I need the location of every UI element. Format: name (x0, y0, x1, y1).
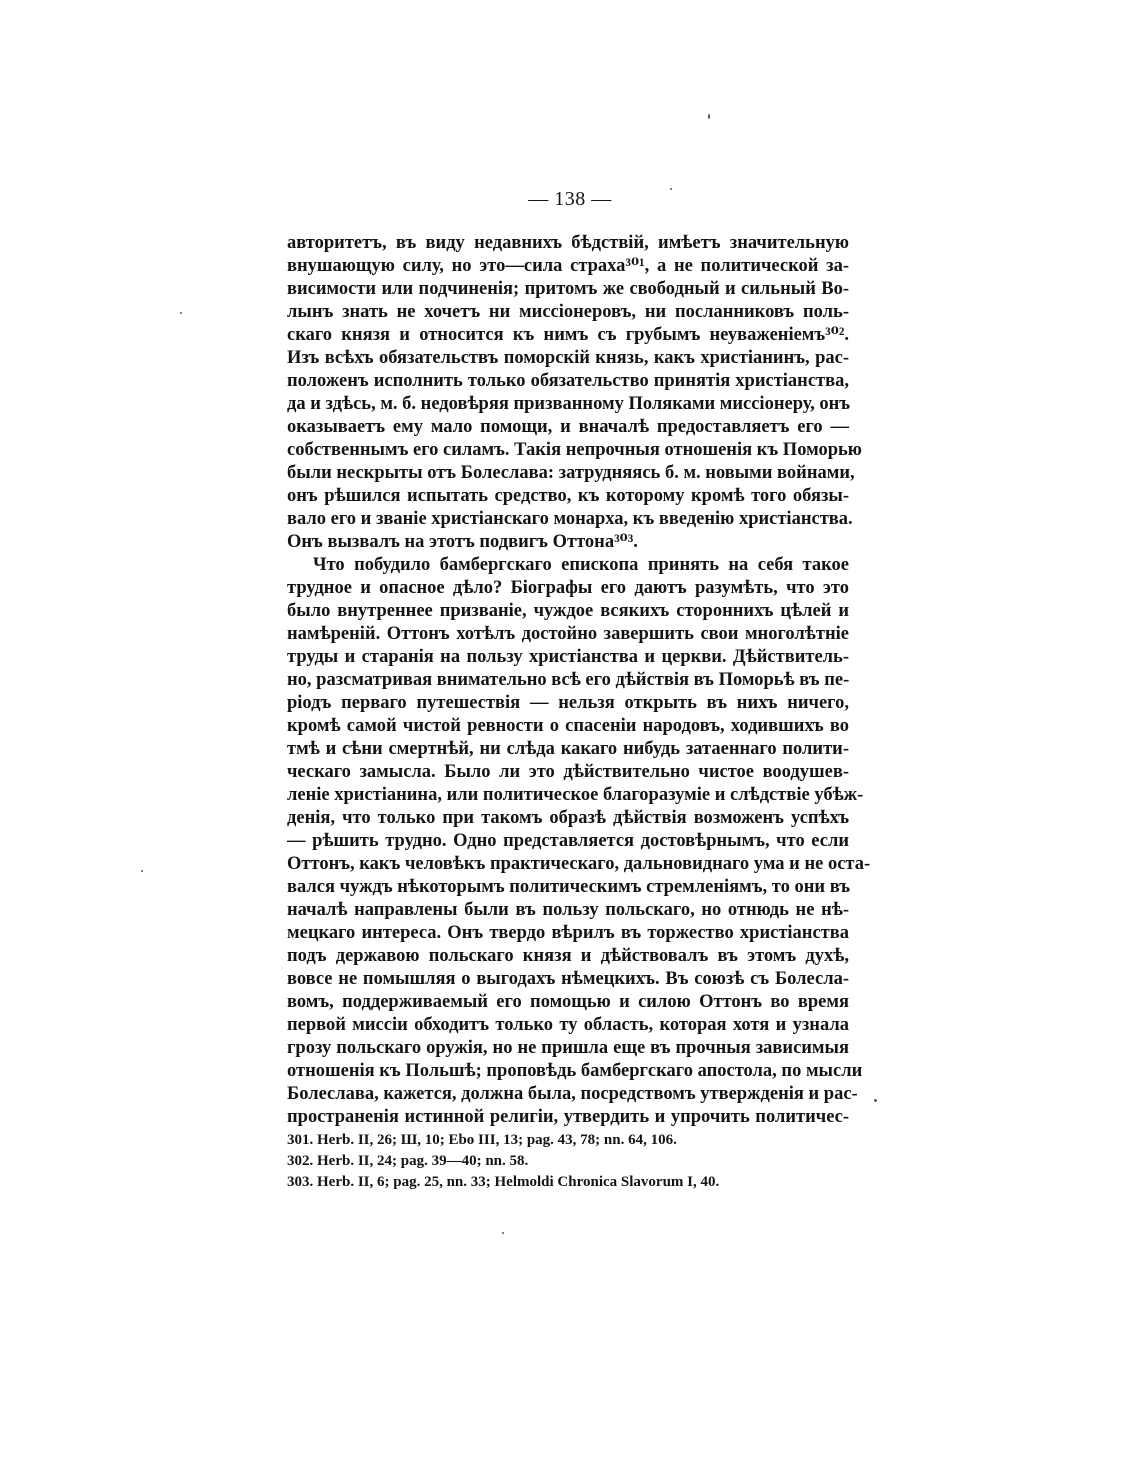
footnote: 301. Herb. II, 26; Ш, 10; Ebo III, 13; pag. 43, 78; nn. 64, 106. (287, 1132, 677, 1148)
text-line: — рѣшить трудно. Одно представляется достовѣрнымъ, что если (287, 831, 849, 851)
text-line: грозу польскаго оружія, но не пришла еще въ прочныя зависимыя (287, 1038, 849, 1058)
text-line: положенъ исполнить только обязательство принятія христіанства, (287, 371, 849, 391)
footnote: 303. Herb. II, 6; pag. 25, nn. 33; Helmoldi Chronica Slavorum I, 40. (287, 1174, 720, 1190)
text-line: трудное и опасное дѣло? Біографы его даютъ разумѣть, что это (287, 578, 849, 598)
scan-speck (708, 114, 710, 119)
text-line: первой миссіи обходитъ только ту область, которая хотя и узнала (287, 1015, 849, 1035)
text-line: Изъ всѣхъ обязательствъ поморскій князь, какъ христіанинъ, рас- (287, 348, 849, 368)
text-line: пространенія истинной религіи, утвердить и упрочить политичес- (287, 1107, 849, 1127)
text-line: Что побудило бамбергскаго епископа принять на себя такое (313, 555, 849, 575)
footnotes (287, 1130, 849, 1193)
text-line: висимости или подчиненія; притомъ же свободный и сильный Во- (287, 279, 849, 299)
text-line: началѣ направлены были въ пользу польскаго, но отнюдь не нѣ- (287, 900, 849, 920)
text-line: леніе христіанина, или политическое благоразуміе и слѣдствіе убѣж- (287, 785, 864, 805)
page-number: — 138 — (528, 188, 612, 210)
text-line: были нескрыты отъ Болеслава: затрудняясь б. м. новыми войнами, (287, 463, 855, 483)
scan-speck (874, 1099, 877, 1102)
text-line: мецкаго интереса. Онъ твердо вѣрилъ въ торжество христіанства (287, 923, 849, 943)
scan-speck (180, 312, 182, 314)
text-line: денія, что только при такомъ образѣ дѣйствія возможенъ успѣхъ (287, 808, 849, 828)
text-line: подъ державою польскаго князя и дѣйствовалъ въ этомъ духѣ, (287, 946, 849, 966)
text-line: намѣреній. Оттонъ хотѣлъ достойно завершить свои многолѣтніе (287, 624, 849, 644)
footnote: 302. Herb. II, 24; pag. 39—40; nn. 58. (287, 1153, 529, 1169)
text-line: было внутреннее призваніе, чуждое всякихъ стороннихъ цѣлей и (287, 601, 849, 621)
text-line: оказываетъ ему мало помощи, и вначалѣ предоставляетъ его — (287, 417, 849, 437)
text-line: но, разсматривая внимательно всѣ его дѣйствія въ Поморьѣ въ пе- (287, 670, 850, 690)
text-line: труды и старанія на пользу христіанства и церкви. Дѣйствитель- (287, 647, 849, 667)
text-line: Болеслава, кажется, должна была, посредствомъ утвержденія и рас- (287, 1084, 858, 1104)
text-line: вался чуждъ нѣкоторымъ политическимъ стремленіямъ, то они въ (287, 877, 851, 897)
text-line: отношенія къ Польшѣ; проповѣдь бамбергскаго апостола, по мысли (287, 1061, 863, 1081)
text-line: собственнымъ его силамъ. Такія непрочныя отношенія къ Поморью (287, 440, 862, 460)
text-line: вомъ, поддерживаемый его помощью и силою Оттонъ во время (287, 992, 849, 1012)
text-line: ческаго замысла. Было ли это дѣйствительно чистое воодушев- (287, 762, 849, 782)
text-line: тмѣ и сѣни смертнѣй, ни слѣда какаго нибудь затаеннаго полити- (287, 739, 849, 759)
text-line: да и здѣсь, м. б. недовѣряя призванному Поляками миссіонеру, онъ (287, 394, 851, 414)
scan-speck (670, 188, 672, 190)
text-line: онъ рѣшился испытать средство, къ которому кромѣ того обязы- (287, 486, 849, 506)
text-line: внушающую силу, но это—сила страха³⁰¹, а не политической за- (287, 256, 849, 276)
text-line: лынъ знать не хочетъ ни миссіонеровъ, ни посланниковъ поль- (287, 302, 849, 322)
scan-speck (502, 1232, 504, 1234)
text-line: авторитетъ, въ виду недавнихъ бѣдствій, имѣетъ значительную (287, 233, 849, 253)
text-line: вало его и званіе христіанскаго монарха, къ введенію христіанства. (287, 509, 853, 529)
text-line: кромѣ самой чистой ревности о спасеніи народовъ, ходившихъ во (287, 716, 849, 736)
scan-speck (141, 870, 143, 872)
text-line: Онъ вызвалъ на этотъ подвигъ Оттона³⁰³. (287, 532, 638, 552)
text-line: Оттонъ, какъ человѣкъ практическаго, дальновиднаго ума и не оста- (287, 854, 871, 874)
text-line: ріодъ перваго путешествія — нельзя открыть въ нихъ ничего, (287, 693, 849, 713)
text-line: скаго князя и относится къ нимъ съ грубымъ неуваженіемъ³⁰². (287, 325, 849, 345)
body-text (287, 232, 871, 1129)
text-line: вовсе не помышляя о выгодахъ нѣмецкихъ. Въ союзѣ съ Болесла- (287, 969, 849, 989)
